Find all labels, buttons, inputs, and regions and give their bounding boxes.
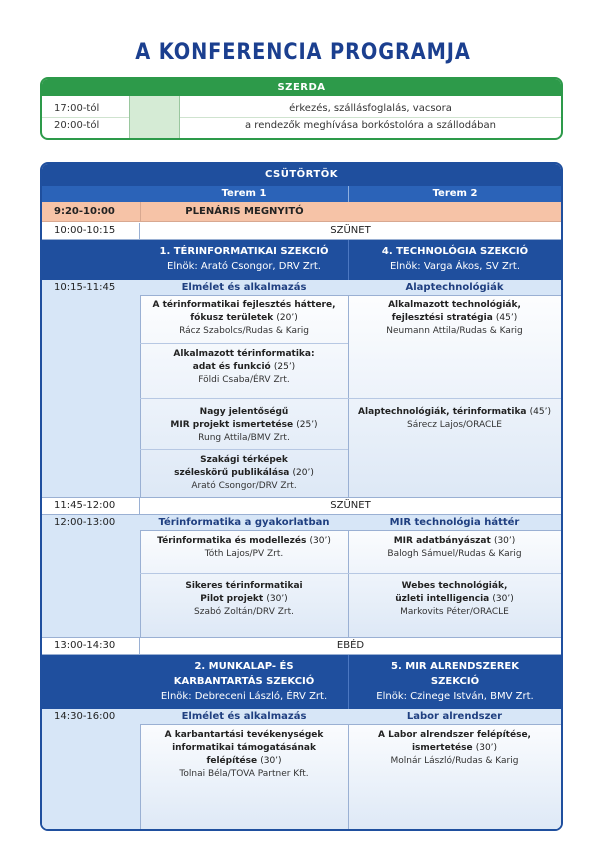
plenary-time: 9:20-10:00 — [54, 206, 115, 217]
wednesday-header: SZERDA — [42, 79, 561, 96]
talk-speaker: Földi Csaba/ÉRV Zrt. — [198, 375, 290, 385]
block-2-right-bg — [348, 515, 561, 638]
talk-title: A Labor alrendszer felépítése, — [378, 730, 531, 740]
talk-speaker: Balogh Sámuel/Rudas & Karig — [387, 549, 522, 559]
talk-speaker: Arató Csongor/DRV Zrt. — [191, 481, 297, 491]
talk-speaker: Sárecz Lajos/ORACLE — [406, 420, 502, 430]
wednesday-table — [40, 77, 563, 140]
section-2-chair: Elnök: Debreceni László, ÉRV Zrt. — [160, 691, 328, 702]
section-2 — [140, 655, 348, 709]
wednesday-time-1: 17:00-tól — [54, 103, 100, 114]
talk — [348, 535, 561, 561]
talk-speaker: Molnár László/Rudas & Karig — [390, 756, 519, 766]
block-3-left-heading: Elmélet és alkalmazás — [140, 709, 348, 725]
lunch-row — [42, 638, 561, 655]
section-4-title: 4. TECHNOLÓGIA SZEKCIÓ — [381, 246, 529, 257]
talk — [140, 299, 348, 338]
break-2-label: SZÜNET — [330, 500, 371, 511]
talk — [140, 729, 348, 781]
room-1-label: Terem 1 — [221, 188, 267, 199]
talk-title: Alaptechnológiák, térinformatika — [358, 407, 527, 417]
thursday-table — [40, 162, 563, 831]
block-2-time: 12:00-13:00 — [42, 515, 140, 638]
section-4 — [348, 240, 561, 280]
block-3-time: 14:30-16:00 — [42, 709, 140, 831]
lunch-time: 13:00-14:30 — [42, 638, 140, 654]
section-5-title: 5. MIR ALRENDSZEREK — [391, 661, 519, 672]
divider — [140, 398, 348, 399]
talk-duration: (30’) — [475, 743, 498, 753]
talk-title: üzleti intelligencia — [395, 594, 490, 604]
wednesday-empty-column — [129, 96, 180, 140]
talk-duration: (45’) — [495, 313, 518, 323]
talk-title: Szakági térképek — [200, 455, 288, 465]
talk-speaker: Tolnai Béla/TOVA Partner Kft. — [179, 769, 309, 779]
divider — [348, 573, 561, 574]
talk-speaker: Neumann Attila/Rudas & Karig — [386, 326, 523, 336]
talk — [140, 580, 348, 619]
wednesday-times — [42, 96, 129, 140]
divider — [140, 449, 348, 450]
wednesday-event-2: a rendezők meghívása borkóstolóra a szállodában — [245, 120, 496, 131]
section-1-title: 1. TÉRINFORMATIKAI SZEKCIÓ — [159, 246, 329, 257]
section-1-chair: Elnök: Arató Csongor, DRV Zrt. — [167, 261, 321, 272]
talk-title: Alkalmazott technológiák, — [388, 300, 521, 310]
block-2-left-heading: Térinformatika a gyakorlatban — [140, 515, 348, 531]
section-2-title: KARBANTARTÁS SZEKCIÓ — [173, 676, 315, 687]
talk-duration: (25’) — [273, 362, 296, 372]
talk-title: Sikeres térinformatikai — [185, 581, 303, 591]
talk — [348, 580, 561, 619]
break-row-1 — [42, 223, 561, 240]
talk-speaker: Markovits Péter/ORACLE — [400, 607, 509, 617]
talk-speaker: Rung Attila/BMV Zrt. — [198, 433, 290, 443]
block-1 — [42, 280, 561, 498]
talk-duration: (30’) — [260, 756, 282, 766]
talk-duration: (30’) — [266, 594, 288, 604]
page-title: A KONFERENCIA PROGRAMJA — [135, 40, 471, 65]
section-5 — [348, 655, 561, 709]
talk-speaker: Rácz Szabolcs/Rudas & Karig — [179, 326, 309, 336]
block-1-time: 10:15-11:45 — [42, 280, 140, 498]
section-row-1 — [42, 240, 561, 280]
talk — [348, 729, 561, 768]
block-2-left-bg — [140, 515, 348, 638]
room-header — [42, 186, 561, 202]
block-2 — [42, 515, 561, 638]
section-2-title: 2. MUNKALAP- ÉS — [194, 661, 294, 672]
talk-title: Nagy jelentőségű — [199, 407, 289, 417]
talk-title: MIR adatbányászat — [393, 536, 491, 546]
talk — [348, 299, 561, 338]
talk-title: Webes technológiák, — [401, 581, 508, 591]
talk-title: ismertetése — [411, 743, 473, 753]
talk-speaker: Szabó Zoltán/DRV Zrt. — [194, 607, 294, 617]
block-3-right-heading: Labor alrendszer — [348, 709, 561, 725]
divider — [140, 343, 348, 344]
block-1-right-heading: Alaptechnológiák — [348, 280, 561, 296]
thursday-header: CSÜTÖRTÖK — [42, 164, 561, 186]
talk-title: adat és funkció — [192, 362, 271, 372]
section-5-title: SZEKCIÓ — [430, 676, 480, 687]
talk-duration: (20’) — [292, 468, 314, 478]
talk-title: fókusz területek — [190, 313, 274, 323]
talk-duration: (45’) — [529, 407, 551, 417]
talk-duration: (30’) — [493, 536, 516, 546]
talk-title: Pilot projekt — [200, 594, 264, 604]
talk-title: felépítése — [206, 756, 258, 766]
talk-title: széleskörű publikálása — [174, 468, 290, 478]
wednesday-events — [180, 96, 561, 140]
section-4-chair: Elnök: Varga Ákos, SV Zrt. — [389, 261, 521, 272]
block-3-right-bg — [348, 709, 561, 831]
divider — [348, 398, 561, 399]
talk-title: Térinformatika és modellezés — [157, 536, 307, 546]
section-1 — [140, 240, 348, 280]
break-2-time: 11:45-12:00 — [42, 498, 140, 514]
block-2-right-heading: MIR technológia háttér — [348, 515, 561, 531]
talk — [140, 348, 348, 387]
talk — [348, 406, 561, 432]
talk-duration: (20’) — [276, 313, 298, 323]
talk-title: Alkalmazott térinformatika: — [173, 349, 315, 359]
break-1-label: SZÜNET — [330, 225, 371, 236]
talk — [140, 406, 348, 445]
section-row-2 — [42, 655, 561, 709]
talk-title: fejlesztési stratégia — [391, 313, 493, 323]
wednesday-event-1: érkezés, szállásfoglalás, vacsora — [289, 103, 452, 114]
wednesday-body — [42, 96, 561, 140]
plenary-row — [42, 202, 561, 222]
section-5-chair: Elnök: Czinege István, BMV Zrt. — [376, 691, 534, 702]
talk-speaker: Tóth Lajos/PV Zrt. — [204, 549, 284, 559]
talk — [140, 454, 348, 493]
talk-title: A térinformatikai fejlesztés háttere, — [152, 300, 336, 310]
talk-duration: (25’) — [296, 420, 318, 430]
wednesday-time-2: 20:00-tól — [54, 120, 100, 131]
talk-title: MIR projekt ismertetése — [170, 420, 294, 430]
block-3 — [42, 709, 561, 831]
divider — [140, 573, 348, 574]
break-row-2 — [42, 498, 561, 515]
talk-title: informatikai támogatásának — [172, 743, 316, 753]
room-2-label: Terem 2 — [348, 186, 561, 202]
talk-duration: (30’) — [309, 536, 331, 546]
plenary-title: PLENÁRIS MEGNYITÓ — [140, 202, 348, 222]
break-1-time: 10:00-10:15 — [42, 223, 140, 239]
talk-duration: (30’) — [492, 594, 514, 604]
block-1-left-heading: Elmélet és alkalmazás — [140, 280, 348, 296]
lunch-label: EBÉD — [336, 640, 365, 651]
talk — [140, 535, 348, 561]
talk-title: A karbantartási tevékenységek — [164, 730, 324, 740]
